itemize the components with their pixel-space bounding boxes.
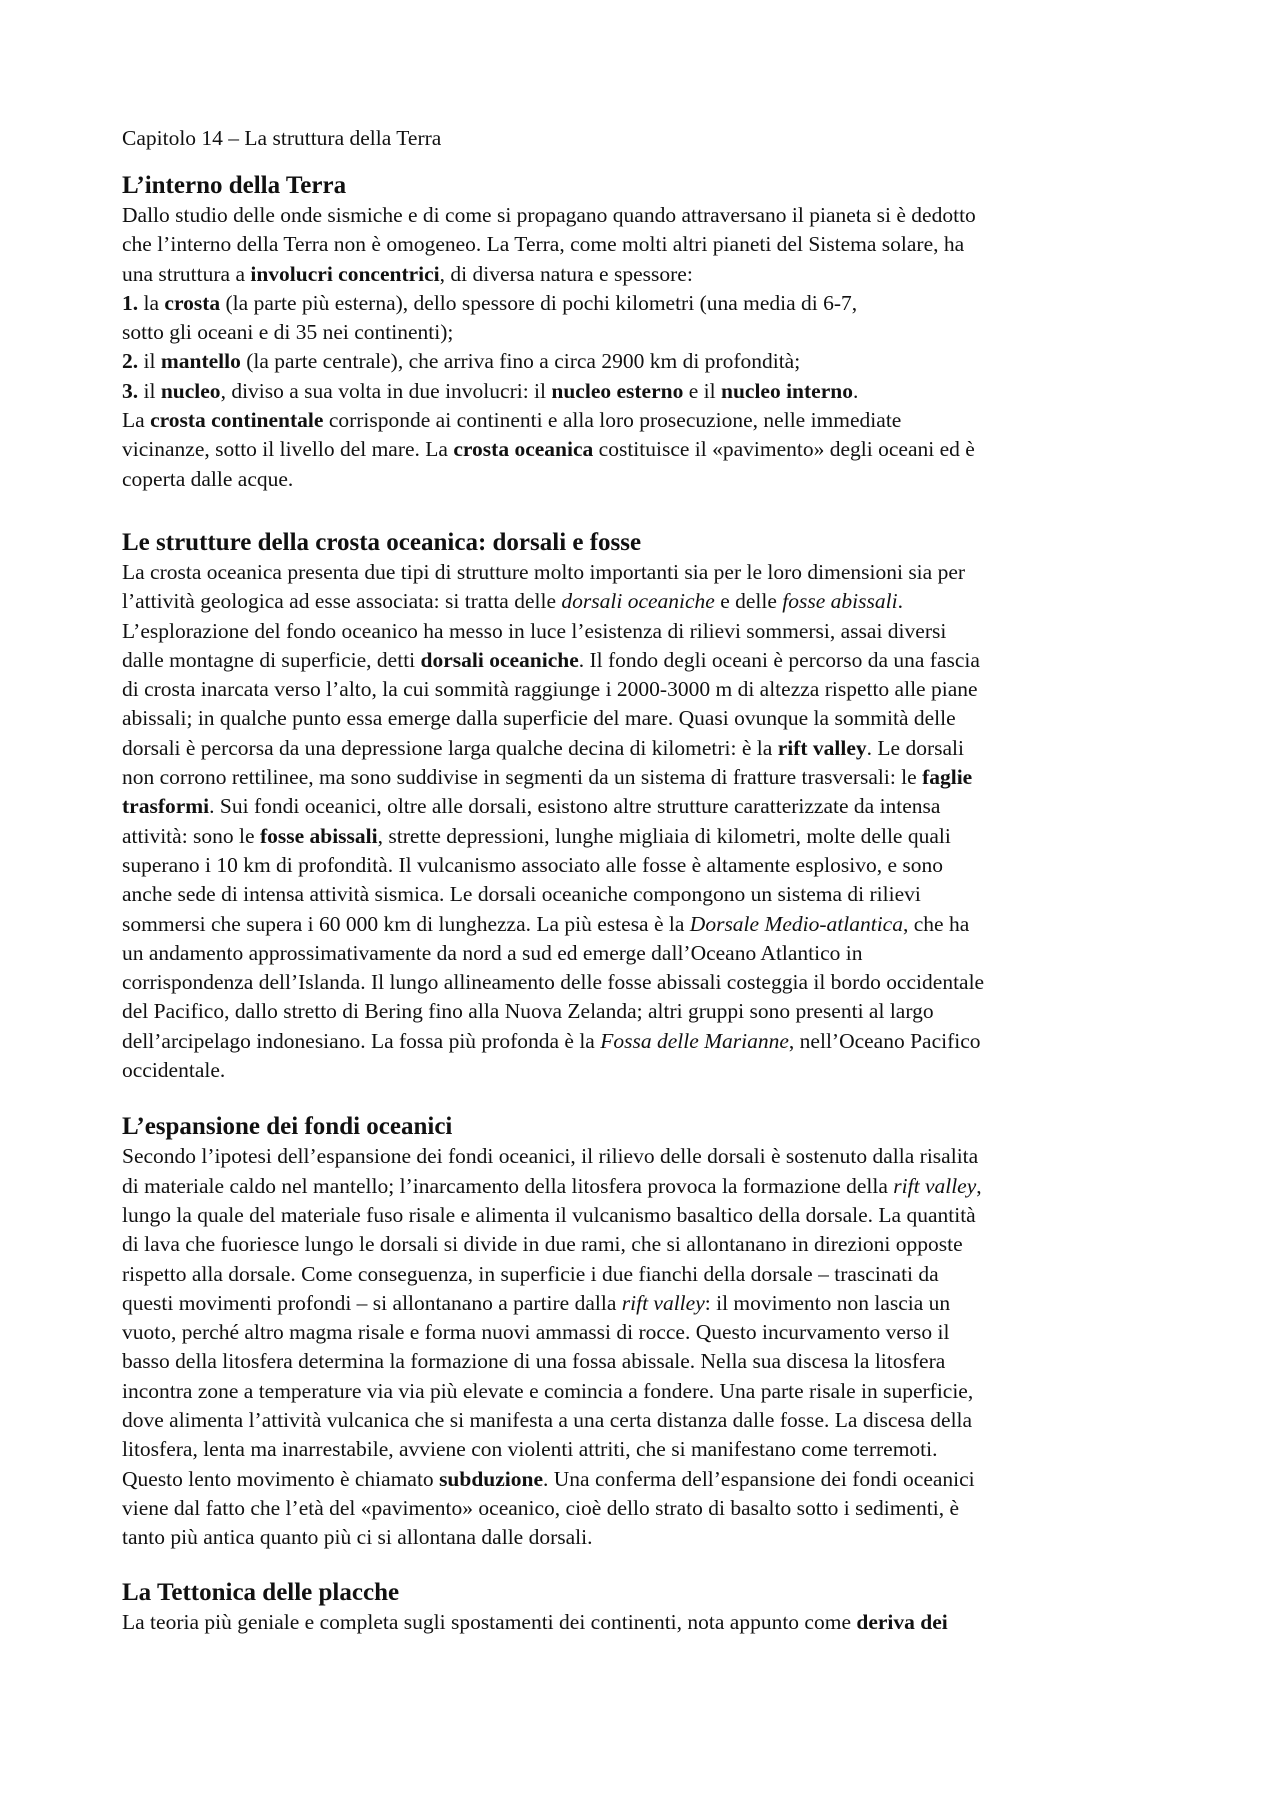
text-run: . Le dorsali (866, 735, 964, 760)
text-line (122, 1608, 1160, 1637)
text-run: la (138, 290, 165, 315)
text-run: , (976, 1173, 982, 1198)
section-heading: L’espansione dei fondi oceanici (122, 1113, 453, 1141)
italic-term: fosse abissali (782, 589, 898, 614)
bold-term: dorsali oceaniche (420, 647, 579, 672)
italic-term: Fossa delle Marianne (600, 1028, 789, 1053)
text-run: sotto gli oceani e di 35 nei continenti); (122, 320, 454, 345)
text-run: corrispondenza dell’Islanda. Il lungo allineamento delle fosse abissali costeggia il bordo occidentale (122, 970, 985, 995)
text-run: superano i 10 km di profondità. Il vulcanismo associato alle fosse è altamente esplosivo, e sono (122, 852, 943, 877)
text-run: un andamento approssimativamente da nord a sud ed emerge dall’Oceano Atlantico in (122, 940, 863, 965)
bold-term: crosta oceanica (453, 437, 594, 462)
text-line (122, 1347, 1160, 1376)
text-run: l’attività geologica ad esse associata: si tratta delle (122, 589, 562, 614)
text-line (122, 1142, 1160, 1171)
section-heading: Le strutture della crosta oceanica: dorsali e fosse (122, 528, 642, 556)
text-line (122, 880, 1160, 909)
text-line (122, 792, 1160, 821)
text-run: . Il fondo degli oceani è percorso da una fascia (578, 647, 980, 672)
text-run: litosfera, lenta ma inarrestabile, avviene con violenti attriti, che si manifestano come terremoti. (122, 1437, 938, 1462)
text-run: e delle (714, 589, 783, 614)
document-body (122, 171, 1160, 1638)
text-run: . Sui fondi oceanici, oltre alle dorsali, esistono altre strutture caratterizzate da intensa (209, 794, 941, 819)
text-line (122, 1201, 1160, 1230)
text-line (122, 558, 1160, 587)
text-line (122, 465, 1160, 494)
text-run: non corrono rettilinee, ma sono suddivise in segmenti da un sistema di fratture trasversali: le (122, 765, 923, 790)
text-line (122, 1318, 1160, 1347)
text-line (122, 1027, 1160, 1056)
text-line (122, 1435, 1160, 1464)
italic-term: dorsali oceaniche (561, 589, 715, 614)
text-run: , strette depressioni, lunghe migliaia di kilometri, molte delle quali (377, 823, 951, 848)
text-run: , nell’Oceano Pacifico (788, 1028, 981, 1053)
bold-term: mantello (160, 349, 241, 374)
section (122, 528, 1160, 1085)
bold-term: 1. (122, 290, 139, 315)
text-run: , di diversa natura e spessore: (439, 261, 693, 286)
text-run: del Pacifico, dallo stretto di Bering fino alla Nuova Zelanda; altri gruppi sono presenti al largo (122, 999, 934, 1024)
bold-term: subduzione (439, 1466, 544, 1491)
text-line (122, 822, 1160, 851)
text-run: di crosta inarcata verso l’alto, la cui sommità raggiunge i 2000-3000 m di altezza rispetto alle piane (122, 677, 978, 702)
text-run: di lava che fuoriesce lungo le dorsali si divide in due rami, che si allontanano in direzioni opposte (122, 1232, 963, 1257)
text-run: vicinanze, sotto il livello del mare. La (122, 437, 454, 462)
text-run: lungo la quale del materiale fuso risale e alimenta il vulcanismo basaltico della dorsale. La quantità (122, 1202, 976, 1227)
text-run: dell’arcipelago indonesiano. La fossa più profonda è la (122, 1028, 601, 1053)
text-run: Dallo studio delle onde sismiche e di come si propagano quando attraversano il pianeta si è dedotto (122, 203, 976, 227)
text-run: corrisponde ai continenti e alla loro prosecuzione, nelle immediate (323, 408, 902, 433)
text-line (122, 968, 1160, 997)
bold-term: nucleo esterno (551, 378, 684, 403)
text-run: vuoto, perché altro magma risale e forma nuovi ammassi di rocce. Questo incurvamento verso il (122, 1320, 950, 1345)
section-heading: La Tettonica delle placche (122, 1579, 400, 1607)
bold-term: crosta (164, 290, 221, 315)
bold-term: deriva dei (856, 1610, 948, 1635)
text-line (122, 910, 1160, 939)
text-run: , che ha (902, 911, 970, 936)
chapter-title: Capitolo 14 – La struttura della Terra (122, 126, 442, 150)
text-run: La teoria più geniale e completa sugli spostamenti dei continenti, nota appunto come (122, 1610, 857, 1635)
text-line (122, 587, 1160, 616)
bold-term: involucri concentrici (250, 261, 440, 286)
bold-term: crosta continentale (150, 408, 324, 433)
text-line (122, 406, 1160, 435)
text-run: incontra zone a temperature via via più elevate e comincia a fondere. Una parte risale in superficie, (122, 1378, 974, 1403)
text-run: viene dal fatto che l’età del «pavimento» oceanico, cioè dello strato di basalto sotto i sedimenti, è (122, 1495, 960, 1520)
text-line (122, 646, 1160, 675)
italic-term: rift valley (621, 1290, 705, 1315)
text-line (122, 318, 1160, 347)
text-run: , diviso a sua volta in due involucri: il (220, 378, 552, 403)
bold-term: faglie (922, 765, 973, 790)
text-line (122, 289, 1160, 318)
text-run: anche sede di intensa attività sismica. Le dorsali oceaniche compongono un sistema di rilievi (122, 882, 921, 907)
text-line (122, 1494, 1160, 1523)
italic-term: Dorsale Medio-atlantica (689, 911, 903, 936)
text-run: tanto più antica quanto più ci si allontana dalle dorsali. (122, 1525, 593, 1550)
text-run: La crosta oceanica presenta due tipi di strutture molto importanti sia per le loro dimensioni sia per (122, 559, 966, 584)
text-run: . (852, 378, 859, 403)
text-line (122, 1523, 1160, 1552)
text-run: una struttura a (122, 261, 251, 286)
text-line (122, 201, 1160, 230)
text-run: Secondo l’ipotesi dell’espansione dei fondi oceanici, il rilievo delle dorsali è sostenuto dalla risalita (122, 1144, 979, 1169)
text-run: dalle montagne di superficie, detti (122, 647, 421, 672)
text-run: (la parte centrale), che arriva fino a circa 2900 km di profondità; (240, 349, 801, 374)
text-run: basso della litosfera determina la formazione di una fossa abissale. Nella sua discesa la litosfera (122, 1349, 946, 1374)
bold-term: trasformi (122, 794, 210, 819)
text-run: dove alimenta l’attività vulcanica che si manifesta a una certa distanza dalle fosse. La discesa della (122, 1407, 973, 1432)
bold-term: 3. (122, 378, 139, 403)
bold-term: nucleo interno (720, 378, 853, 403)
bold-term: fosse abissali (259, 823, 378, 848)
text-run: La (122, 408, 151, 433)
text-run: costituisce il «pavimento» degli oceani ed è (593, 437, 975, 462)
text-line (122, 675, 1160, 704)
text-run: abissali; in qualche punto essa emerge dalla superficie del mare. Quasi ovunque la sommità delle (122, 706, 956, 731)
text-run: il (138, 378, 161, 403)
text-run: di materiale caldo nel mantello; l’inarcamento della litosfera provoca la formazione della (122, 1173, 894, 1198)
text-line (122, 734, 1160, 763)
text-run: . Una conferma dell’espansione dei fondi oceanici (543, 1466, 975, 1491)
text-line (122, 1406, 1160, 1435)
section (122, 171, 1160, 494)
text-line (122, 997, 1160, 1026)
text-line (122, 377, 1160, 406)
text-run: rispetto alla dorsale. Come conseguenza, in superficie i due fianchi della dorsale – trascinati da (122, 1261, 939, 1286)
text-line (122, 939, 1160, 968)
text-run: questi movimenti profondi – si allontanano a partire dalla (122, 1290, 622, 1315)
text-line (122, 851, 1160, 880)
bold-term: rift valley (777, 735, 867, 760)
text-line (122, 1260, 1160, 1289)
bold-term: nucleo (160, 378, 221, 403)
text-run: . (897, 589, 903, 614)
text-run: L’esplorazione del fondo oceanico ha messo in luce l’esistenza di rilievi sommersi, assai diversi (122, 618, 947, 643)
text-run: e il (683, 378, 721, 403)
text-run: che l’interno della Terra non è omogeneo. La Terra, come molti altri pianeti del Sistema solare, ha (122, 232, 965, 257)
section (122, 1578, 1160, 1637)
text-line (122, 763, 1160, 792)
text-line (122, 704, 1160, 733)
text-line (122, 260, 1160, 289)
text-run: il (138, 349, 161, 374)
text-line (122, 1230, 1160, 1259)
text-run: Questo lento movimento è chiamato (122, 1466, 440, 1491)
text-line (122, 1465, 1160, 1494)
text-line (122, 1056, 1160, 1085)
text-run: coperta dalle acque. (122, 466, 294, 491)
text-line (122, 435, 1160, 464)
bold-term: 2. (122, 349, 139, 374)
text-line (122, 1172, 1160, 1201)
text-run: attività: sono le (122, 823, 260, 848)
text-run: sommersi che supera i 60 000 km di lunghezza. La più estesa è la (122, 911, 690, 936)
section (122, 1112, 1160, 1552)
italic-term: rift valley (893, 1173, 977, 1198)
text-line (122, 1377, 1160, 1406)
text-run: occidentale. (122, 1058, 226, 1083)
text-line (122, 347, 1160, 376)
text-line (122, 230, 1160, 259)
text-run: dorsali è percorsa da una depressione larga qualche decina di kilometri: è la (122, 735, 778, 760)
section-heading: L’interno della Terra (122, 172, 347, 199)
text-run: (la parte più esterna), dello spessore di pochi kilometri (una media di 6-7, (220, 290, 858, 315)
text-run: : il movimento non lascia un (704, 1290, 951, 1315)
text-line (122, 617, 1160, 646)
text-line (122, 1289, 1160, 1318)
